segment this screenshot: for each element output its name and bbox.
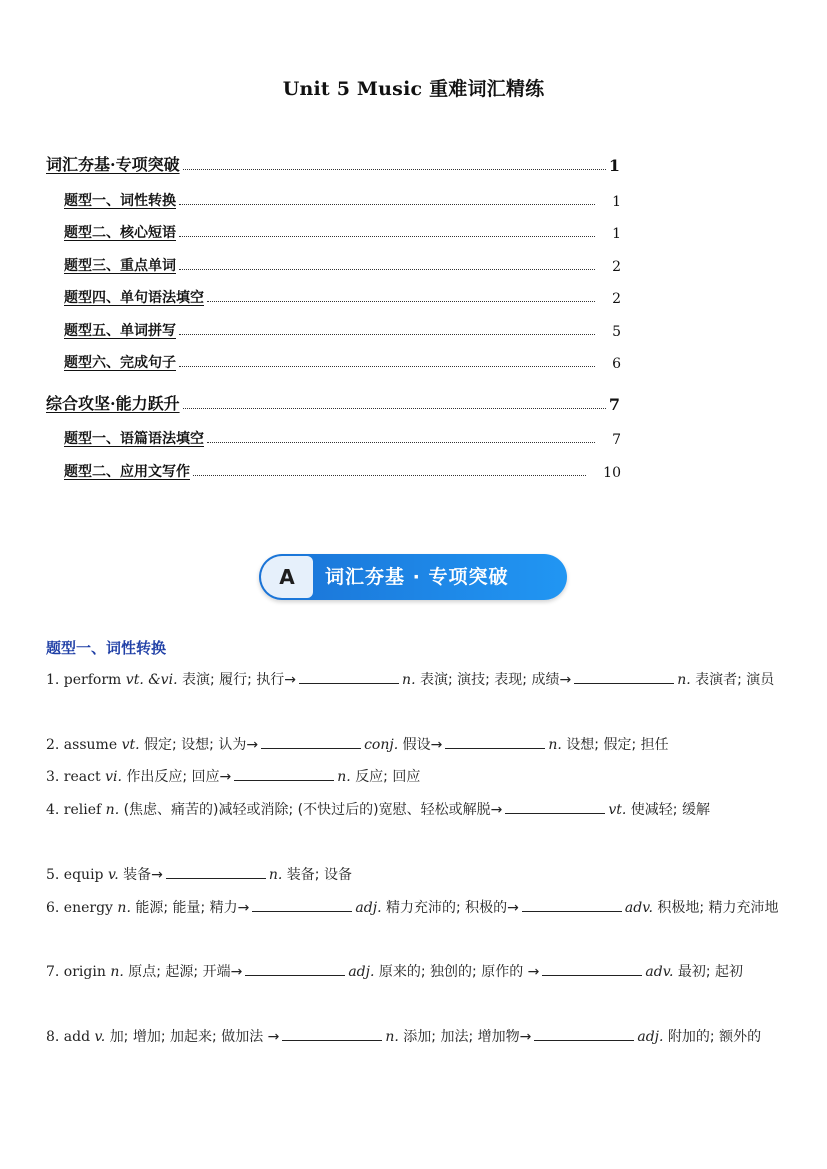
answer-blank[interactable] xyxy=(234,767,334,781)
toc-page: 7 xyxy=(612,432,621,448)
answer-blank[interactable] xyxy=(445,735,545,749)
answer-blank[interactable] xyxy=(542,962,642,976)
question-type-title: 题型一、词性转换 xyxy=(46,639,167,657)
toc-item-label: 题型一、语篇语法填空 xyxy=(64,431,204,447)
answer-blank[interactable] xyxy=(505,800,605,814)
answer-blank[interactable] xyxy=(282,1027,382,1041)
question-5: 5. equip v. 装备→ n. 装备; 设备 xyxy=(46,867,352,883)
toc-page: 1 xyxy=(612,226,621,242)
toc-item-label: 题型三、重点单词 xyxy=(64,258,176,274)
question-2: 2. assume vt. 假定; 设想; 认为→ conj. 假设→ n. 设想; 假定; 担任 xyxy=(46,737,669,753)
answer-blank[interactable] xyxy=(522,898,622,912)
toc-leader xyxy=(193,475,586,476)
answer-blank[interactable] xyxy=(574,670,674,684)
toc-page: 2 xyxy=(612,291,621,307)
toc-leader xyxy=(179,204,595,205)
section-letter-badge: A xyxy=(261,556,313,598)
answer-blank[interactable] xyxy=(299,670,399,684)
question-4: 4. relief n. (焦虑、痛苦的)减轻或消除; (不快过后的)宽慰、轻松或解脱→ vt. 使减轻; 缓解 xyxy=(46,802,710,818)
page-title: Unit 5 Music 重难词汇精练 xyxy=(282,78,545,100)
toc-leader xyxy=(183,408,606,409)
toc-page: 7 xyxy=(608,395,620,414)
toc-item[interactable] xyxy=(64,428,621,448)
toc-page: 10 xyxy=(603,465,621,481)
toc-item[interactable] xyxy=(64,255,621,275)
question-6: 6. energy n. 能源; 能量; 精力→ adj. 精力充沛的; 积极的→ adv. 积极地; 精力充沛地 xyxy=(46,900,779,916)
toc-leader xyxy=(179,334,595,335)
question-1: 1. perform vt. &vi. 表演; 履行; 执行→ n. 表演; 演技; 表现; 成绩→ n. 表演者; 演员 xyxy=(46,672,775,688)
toc-page: 5 xyxy=(612,324,621,340)
toc-page: 2 xyxy=(612,259,621,275)
toc-item-label: 题型五、单词拼写 xyxy=(64,323,176,339)
toc-part1[interactable] xyxy=(46,152,620,175)
toc-page: 6 xyxy=(612,356,621,372)
toc-leader xyxy=(207,301,595,302)
toc-item[interactable] xyxy=(64,320,621,340)
toc-item[interactable] xyxy=(64,222,621,242)
toc-item-label: 题型二、应用文写作 xyxy=(64,464,190,480)
answer-blank[interactable] xyxy=(261,735,361,749)
toc-leader xyxy=(179,366,595,367)
answer-blank[interactable] xyxy=(534,1027,634,1041)
toc-leader xyxy=(183,169,606,170)
toc-page: 1 xyxy=(608,156,620,175)
toc-item[interactable] xyxy=(64,461,621,481)
toc-item[interactable] xyxy=(64,352,621,372)
question-7: 7. origin n. 原点; 起源; 开端→ adj. 原来的; 独创的; 原作的 → adv. 最初; 起初 xyxy=(46,964,744,980)
section-banner-title: 词汇夯基 · 专项突破 xyxy=(325,566,509,588)
answer-blank[interactable] xyxy=(245,962,345,976)
toc-item-label: 题型二、核心短语 xyxy=(64,225,176,241)
answer-blank[interactable] xyxy=(252,898,352,912)
toc-leader xyxy=(179,269,595,270)
toc-item-label: 题型四、单句语法填空 xyxy=(64,290,204,306)
section-banner xyxy=(259,554,567,600)
answer-blank[interactable] xyxy=(166,865,266,879)
question-3: 3. react vi. 作出反应; 回应→ n. 反应; 回应 xyxy=(46,769,421,785)
toc-leader xyxy=(207,442,595,443)
toc-part2-label: 综合攻坚·能力跃升 xyxy=(46,394,180,413)
toc-page: 1 xyxy=(612,194,621,210)
toc-item[interactable] xyxy=(64,190,621,210)
toc-part2[interactable] xyxy=(46,391,620,414)
toc-part1-label: 词汇夯基·专项突破 xyxy=(46,155,180,174)
toc-leader xyxy=(179,236,595,237)
question-8: 8. add v. 加; 增加; 加起来; 做加法 → n. 添加; 加法; 增加物→ adj. 附加的; 额外的 xyxy=(46,1029,762,1045)
toc-item-label: 题型六、完成句子 xyxy=(64,355,176,371)
toc-item[interactable] xyxy=(64,287,621,307)
toc-item-label: 题型一、词性转换 xyxy=(64,193,176,209)
